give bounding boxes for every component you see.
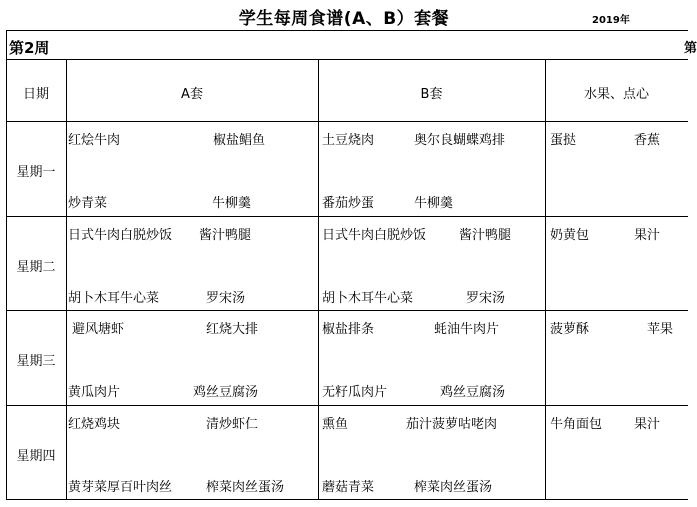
dish: 土豆烧肉: [322, 133, 375, 148]
dish: 鸡丝豆腐汤: [440, 385, 506, 400]
dish: 黄芽菜厚百叶肉丝: [68, 480, 173, 495]
dish: 榨菜肉丝蛋汤: [206, 480, 285, 495]
snack: 牛角面包: [550, 417, 603, 432]
dish: 红烧大排: [206, 322, 259, 337]
dish: 奥尔良蝴蝶鸡排: [414, 133, 506, 148]
dish: 酱汁鸭腿: [199, 228, 252, 243]
dish: 榨菜肉丝蛋汤: [414, 480, 493, 495]
rule-top: [6, 30, 688, 31]
dish: 胡卜木耳牛心菜: [68, 291, 160, 306]
fruit: 果汁: [634, 417, 661, 432]
rule-col-b: [318, 60, 319, 500]
dish: 番茄炒蛋: [322, 196, 375, 211]
dish: 红烧鸡块: [68, 417, 121, 432]
day-label: 星期二: [16, 260, 56, 275]
dish: 椒盐排条: [322, 322, 375, 337]
rule-header: [6, 121, 688, 122]
week-label: 第2周: [9, 39, 50, 57]
dish: 日式牛肉白脱炒饭: [68, 228, 173, 243]
dish: 避风塘虾: [72, 322, 125, 337]
dish: 炒青菜: [68, 196, 108, 211]
fruit: 香蕉: [634, 133, 661, 148]
snack: 奶黄包: [550, 228, 590, 243]
rule-col-a: [66, 60, 67, 500]
dish: 罗宋汤: [466, 291, 506, 306]
fruit: 果汁: [634, 228, 661, 243]
day-label: 星期一: [16, 165, 56, 180]
rule-bottom: [6, 499, 688, 500]
dish: 日式牛肉白脱炒饭: [322, 228, 427, 243]
day-label: 星期四: [16, 449, 56, 464]
dish: 红烩牛肉: [68, 133, 121, 148]
header-set-b: B套: [420, 87, 443, 102]
dish: 黄瓜肉片: [68, 385, 121, 400]
dish: 熏鱼: [322, 417, 349, 432]
rule-row3: [6, 405, 688, 406]
dish: 无籽瓜肉片: [322, 385, 388, 400]
dish: 酱汁鸭腿: [459, 228, 512, 243]
snack: 菠萝酥: [550, 322, 590, 337]
dish: 清炒虾仁: [206, 417, 259, 432]
fruit: 苹果: [647, 322, 674, 337]
dish: 茄汁菠萝咕咾肉: [406, 417, 498, 432]
dish: 罗宋汤: [206, 291, 246, 306]
page-title: 学生每周食谱(A、B）套餐: [238, 9, 450, 29]
year-label: 2019年: [592, 15, 630, 26]
header-set-a: A套: [181, 87, 203, 102]
dish: 牛柳羹: [212, 196, 252, 211]
dish: 牛柳羹: [414, 196, 454, 211]
day-label: 星期三: [16, 354, 56, 369]
rule-row1: [6, 216, 688, 217]
header-fruit-snack: 水果、点心: [583, 87, 649, 102]
snack: 蛋挞: [550, 133, 577, 148]
dish: 鸡丝豆腐汤: [193, 385, 259, 400]
dish: 蚝油牛肉片: [434, 322, 500, 337]
rule-week: [6, 59, 688, 60]
rule-row2: [6, 310, 688, 311]
rule-col-c: [545, 60, 546, 500]
dish: 胡卜木耳牛心菜: [322, 291, 414, 306]
dish: 椒盐鲳鱼: [213, 133, 266, 148]
cut-off-text: 第: [684, 41, 697, 56]
header-date: 日期: [22, 87, 49, 102]
dish: 蘑菇青菜: [322, 480, 375, 495]
